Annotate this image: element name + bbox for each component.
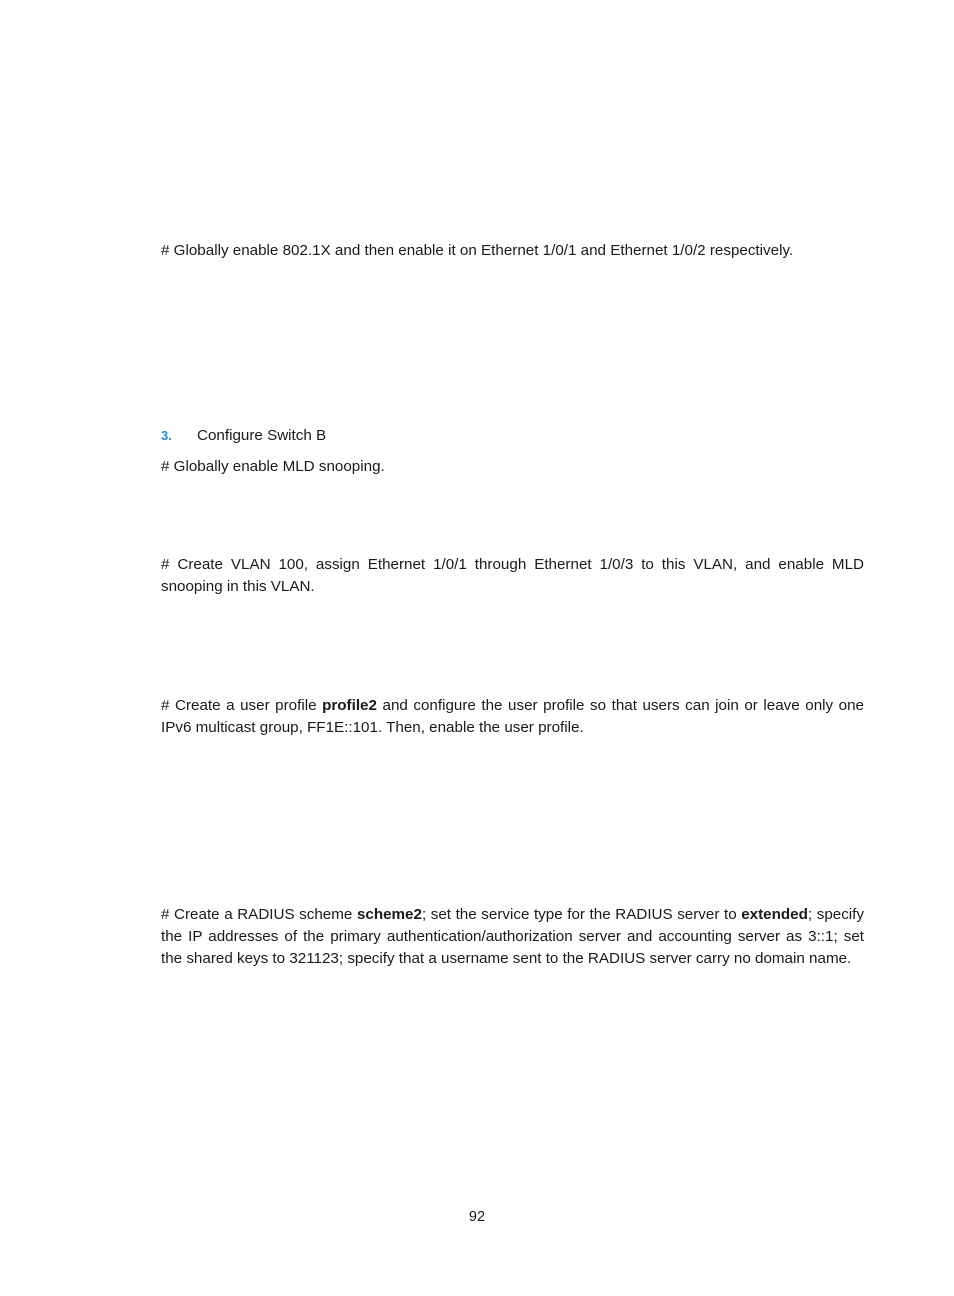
bold-term-scheme: scheme2 xyxy=(356,906,422,923)
text-segment: # Create a user profile xyxy=(161,697,323,714)
step-title: Configure Switch B xyxy=(197,427,327,444)
paragraph-radius-scheme xyxy=(161,904,864,970)
paragraph-create-vlan: # Create VLAN 100, assign Ethernet 1/0/1 through Ethernet 1/0/3 to this VLAN, and enable MLD snooping in this VLAN. xyxy=(161,556,864,595)
paragraph-user-profile xyxy=(161,695,864,739)
text-segment: and configure the user profile so that users can join or leave only one IPv6 multicast group, FF1E::101. Then, enable the user profile. xyxy=(161,697,864,736)
step-number: 3. xyxy=(161,428,172,443)
bold-term-service-type: extended xyxy=(741,906,808,923)
text-segment: ; set the service type for the RADIUS server to xyxy=(421,906,742,923)
page-number: 92 xyxy=(468,1209,486,1225)
paragraph-enable-8021x: # Globally enable 802.1X and then enable it on Ethernet 1/0/1 and Ethernet 1/0/2 respectively. xyxy=(161,242,794,259)
text-segment: ; specify the IP addresses of the primary authentication/authorization server and accounting server as 3::1; set the shared keys to 321123; specify that a username sent to the RADIUS server carry no domain name. xyxy=(161,906,864,967)
paragraph-enable-mld-snooping: # Globally enable MLD snooping. xyxy=(161,458,385,475)
bold-term-profile: profile2 xyxy=(322,697,377,714)
text-segment: # Create a RADIUS scheme xyxy=(161,906,357,923)
